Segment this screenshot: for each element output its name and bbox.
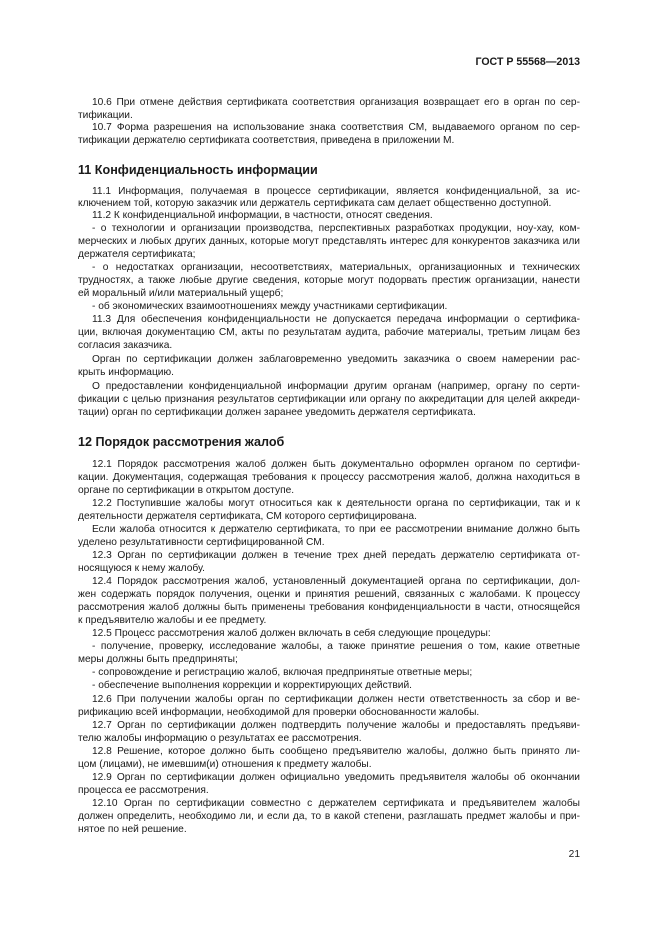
paragraph-line: рификацию всей информации, необходимой для проверки обоснованности жалобы. [78,707,480,718]
paragraph-line: цом (лицами), не имевшим(и) отношения к предмету жалобы. [78,759,372,770]
paragraph-line: ключением той, которую заказчик или держатель сертификата сам делает общественно доступной. [78,198,552,209]
paragraph-line: 11.1 Информация, получаемая в процессе сертификации, является конфиденциальной, за ис- [92,186,580,197]
paragraph-line: 11.2 К конфиденциальной информации, в частности, относят сведения. [92,210,433,221]
paragraph-line: фикации с целью признания результатов сертификации или органу по аккредитации для целей аккреди- [78,394,580,405]
list-item-line: - обеспечение выполнения коррекции и корректирующих действий. [92,680,412,691]
paragraph-line: тификации держателю сертификата соответствия, приведена в приложении М. [78,135,455,146]
section-heading: 12 Порядок рассмотрения жалоб [78,435,285,449]
paragraph-line: 12.1 Порядок рассмотрения жалоб должен быть документально оформлен органом по сертифи- [92,459,580,470]
paragraph-line: 12.6 При получении жалобы орган по сертификации должен нести ответственность за сбор и ве- [92,694,580,705]
page-number: 21 [568,849,580,860]
paragraph-line: 12.5 Процесс рассмотрения жалоб должен включать в себя следующие процедуры: [92,628,491,639]
section-heading: 11 Конфиденциальность информации [78,163,318,177]
paragraph-line: Если жалоба относится к держателю сертификата, то при ее рассмотрении внимание должно быть [92,524,580,535]
paragraph-line: органе по сертификации в открытом доступе. [78,485,295,496]
list-item-line: ей моральный и/или материальный ущерб; [78,288,284,299]
paragraph-line: 12.9 Орган по сертификации должен официально уведомить предъявителя жалобы об окончании [92,772,580,783]
paragraph-line: 12.4 Порядок рассмотрения жалоб, установленный документацией органа по сертификации, дол- [92,576,580,587]
list-item-line: трудностях, а также любые другие сведения, которые могут подорвать престиж организации, нанести [78,275,580,286]
list-item-line: держателя сертификата; [78,249,196,260]
list-item-line: - об экономических взаимоотношениях между участниками сертификации. [92,301,448,312]
list-item-line: - сопровождение и регистрацию жалоб, включая предпринятые ответные меры; [92,667,473,678]
paragraph-line: должен определить, необходимо ли, и если да, то в какой степени, разглашать предмет жалобы и при- [78,811,580,822]
paragraph-line: жен содержать порядок получения, оценки и принятия решений, связанных с жалобами. К процессу [78,589,580,600]
paragraph-line: кации. Документация, содержащая требования к процессу рассмотрения жалоб, должна находиться в [78,472,580,483]
paragraph-line: тификации. [78,110,133,121]
paragraph-line: деятельности держателя сертификата, СМ которого сертифицирована. [78,511,417,522]
paragraph-line: тации) орган по сертификации должен заранее уведомить держателя сертификата. [78,407,476,418]
paragraph-line: 12.7 Орган по сертификации должен подтвердить получение жалобы и предоставлять предъяви- [92,720,580,731]
list-item-line: - о технологии и организации производства, перспективных разработках продукции, ноу-хау, ком- [92,223,580,234]
paragraph-line: О предоставлении конфиденциальной информации другим органам (например, органу по серти- [92,381,580,392]
paragraph-line: уделено результативности сертифицированной СМ. [78,537,325,548]
list-item-line: меры должны быть предприняты; [78,654,238,665]
paragraph-line: 12.8 Решение, которое должно быть сообщено предъявителю жалобы, должно быть принято ли- [92,746,580,757]
paragraph-line: Орган по сертификации должен заблаговременно уведомить заказчика о своем намерении рас- [92,354,580,365]
list-item-line: - о недостатках организации, несоответствиях, материальных, организационных и технических [92,262,580,273]
paragraph-line: нятое по ней решение. [78,824,187,835]
paragraph-line: к предъявителю жалобы и ее предмету. [78,615,267,626]
paragraph-line: 12.2 Поступившие жалобы могут относиться как к деятельности органа по сертификации, так и к [92,498,580,509]
paragraph-line: телю жалобы информацию о результатах ее рассмотрения. [78,733,362,744]
paragraph-line: 10.7 Форма разрешения на использование знака соответствия СМ, выдаваемого органом по сер- [92,122,580,133]
paragraph-line: 11.3 Для обеспечения конфиденциальности не допускается передача информации о сертифика- [92,314,580,325]
paragraph-line: 10.6 При отмене действия сертификата соответствия организация возвращает его в орган по сер- [92,97,580,108]
standard-designation: ГОСТ Р 55568—2013 [475,56,580,68]
paragraph-line: процесса ее рассмотрения. [78,785,209,796]
paragraph-line: ции, включая документацию СМ, акты по результатам аудита, рабочие материалы, третьим лицам без [78,327,580,338]
list-item-line: - получение, проверку, исследование жалобы, а также принятие решения о том, какие ответные [92,641,580,652]
paragraph-line: носящуюся к нему жалобу. [78,563,205,574]
paragraph-line: 12.3 Орган по сертификации должен в течение трех дней передать держателю сертификата от- [92,550,580,561]
paragraph-line: крыть информацию. [78,367,174,378]
paragraph-line: согласия заказчика. [78,340,173,351]
list-item-line: мерческих и любых других данных, которые могут представлять интерес для конкурентов заказчика или [78,236,580,247]
paragraph-line: рассмотрения жалоб должны быть применены требования конфиденциальности в части, относящейся [78,602,580,613]
paragraph-line: 12.10 Орган по сертификации совместно с держателем сертификата и предъявителем жалобы [92,798,580,809]
